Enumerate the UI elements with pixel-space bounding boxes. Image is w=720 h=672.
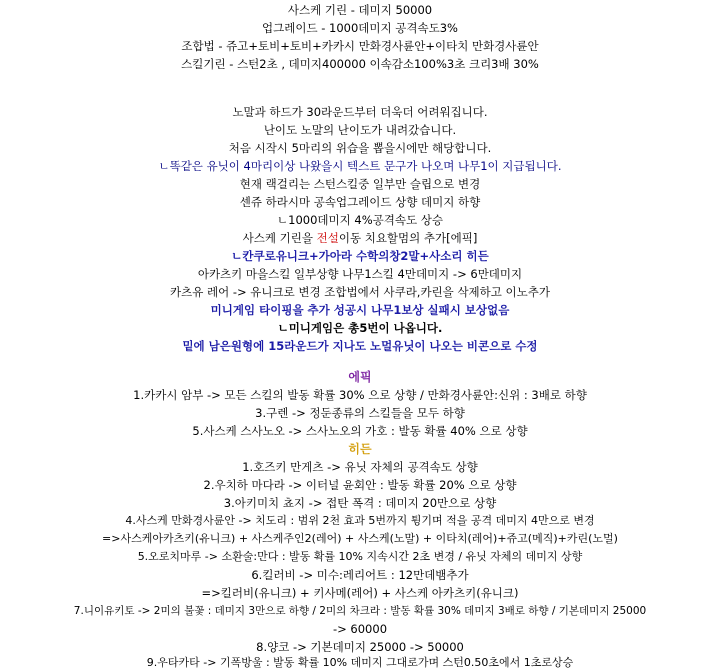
note-line-9: ㄴ칸쿠로유니크+가아라 수학의창2말+사소리 히든 — [231, 249, 489, 263]
hidden-item-7: 7.니이유키토 -> 2미의 불꽃 : 데미지 3만으로 하향 / 2미의 차크라 : 발동 확률 30% 데미지 3배로 하향 / 기본데미지 25000 — [73, 605, 647, 617]
epic-item-2: 3.구렌 -> 정둔종류의 스킬들을 모두 하향 — [255, 406, 465, 420]
hidden-item-6: 6.킬러비 -> 미수:레리어트 : 12만데뱀추가 — [251, 568, 469, 582]
header-line-2: 업그레이드 - 1000데미지 공격속도3% — [262, 21, 458, 35]
hidden-item-9: 9.우타카타 -> 기폭방울 : 발동 확률 10% 데미지 그대로가며 스턴0.50초에서 1초로상승 — [146, 656, 574, 669]
note-line-8-post: 이동 치요할멈의 추가[에픽] — [338, 231, 478, 245]
note-line-3: 처음 시작시 5마리의 위습을 뽑을시에만 해당합니다. — [228, 141, 492, 155]
epic-title: 에픽 — [348, 370, 372, 384]
hidden-item-2: 2.우치하 마다라 -> 이터널 윤회안 : 발동 확률 20% 으로 상향 — [203, 478, 517, 492]
note-line-7: ㄴ1000데미지 4%공격속도 상승 — [277, 213, 443, 227]
hidden-item-5: 5.오로치마루 -> 소환술:만다 : 발동 확률 10% 지속시간 2초 변경 / 유닛 자체의 데미지 상향 — [137, 550, 583, 563]
note-line-2: 난이도 노말의 난이도가 내려갔습니다. — [263, 123, 457, 137]
epic-item-3: 5.사스케 스사노오 -> 스사노오의 가호 : 발동 확률 40% 으로 상향 — [192, 424, 528, 438]
hidden-item-7-cont: -> 60000 — [332, 622, 388, 636]
note-line-14: 밑에 남은원형에 15라운드가 지나도 노멀유닛이 나오는 비콘으로 수정 — [182, 339, 538, 353]
note-line-4: ㄴ똑같은 유닛이 4마리이상 나왔을시 텍스트 문구가 나오며 나무1이 지급됩니다. — [158, 159, 562, 173]
note-line-5: 현재 랙걸리는 스턴스킬중 일부만 슬립으로 변경 — [239, 177, 481, 191]
note-line-6: 센쥬 하라시마 공속업그레이드 상향 데미지 하향 — [239, 195, 481, 209]
epic-item-1: 1.카카시 암부 -> 모든 스킬의 발동 확률 30% 으로 상향 / 만화경사륜안:신위 : 3배로 하향 — [133, 388, 587, 402]
hidden-title: 히든 — [348, 442, 372, 456]
hidden-item-1: 1.호즈키 만게츠 -> 유닛 자체의 공격속도 상향 — [242, 460, 478, 474]
note-line-13: ㄴ미니게임은 총5번이 나옵니다. — [277, 321, 443, 335]
note-line-11: 카츠유 레어 -> 유니크로 변경 조합법에서 사쿠라,카린을 삭제하고 이노추가 — [170, 285, 550, 299]
note-line-1: 노말과 하드가 30라운드부터 더욱더 어려워집니다. — [232, 105, 488, 119]
header-line-1: 사스케 기린 - 데미지 50000 — [287, 3, 433, 17]
note-line-8 — [0, 229, 720, 247]
note-line-8-highlight: 전설 — [316, 231, 339, 245]
header-line-4: 스킬기린 - 스턴2초 , 데미지400000 이속감소100%3초 크리3배 30% — [181, 57, 539, 71]
hidden-item-6-combo: =>킬러비(유니크) + 키사메(레어) + 사스케 아카츠키(유니크) — [201, 586, 519, 600]
hidden-item-4: 4.사스케 만화경사륜안 -> 치도리 : 범위 2천 효과 5번까지 튕기며 적을 공격 데미지 4만으로 변경 — [125, 514, 595, 527]
note-line-10: 아카츠키 마을스킬 일부상향 나무1스킬 4만데미지 -> 6만데미지 — [197, 267, 523, 281]
header-line-3: 조합법 - 쥬고+토비+토비+카카시 만화경사륜안+이타치 만화경사륜안 — [181, 39, 539, 53]
hidden-item-8: 8.양코 -> 기본데미지 25000 -> 50000 — [256, 640, 464, 654]
note-line-8-pre: 사스케 기린을 — [242, 231, 317, 245]
hidden-item-4-combo: =>사스케아카츠키(유니크) + 사스케주인2(레어) + 사스케(노말) + 이타치(레어)+쥬고(메직)+카린(노멀) — [102, 532, 618, 545]
note-line-12: 미니게임 타이핑을 추가 성공시 나무1보상 실패시 보상없음 — [210, 303, 510, 317]
hidden-item-3: 3.아키미치 쵸지 -> 접탄 폭격 : 데미지 20만으로 상향 — [223, 496, 497, 510]
